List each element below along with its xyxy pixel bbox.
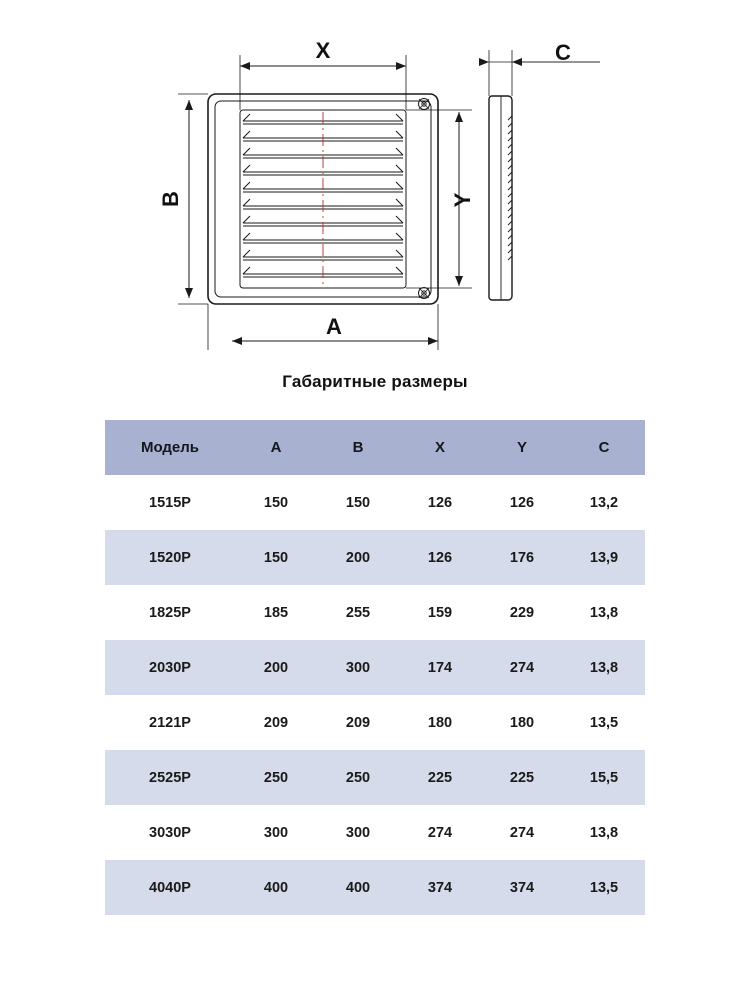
- cell-c: 13,8: [589, 604, 619, 621]
- cell-model: 1515Р: [149, 494, 191, 511]
- cell-x: 180: [427, 714, 453, 731]
- table-row: [105, 640, 645, 695]
- cell-y: 229: [509, 604, 535, 621]
- cell-c: 13,2: [589, 494, 619, 511]
- cell-x: 274: [427, 824, 453, 841]
- cell-b: 200: [345, 549, 371, 566]
- dimension-label-b: B: [158, 191, 183, 207]
- table-row: [105, 475, 645, 530]
- cell-model: 4040Р: [149, 879, 191, 896]
- cell-x: 174: [427, 659, 453, 676]
- cell-y: 180: [509, 714, 535, 731]
- column-header-model: Модель: [140, 439, 200, 456]
- cell-x: 374: [427, 879, 453, 896]
- dimension-label-y: Y: [450, 192, 475, 208]
- table-row: [105, 860, 645, 915]
- cell-x: 225: [427, 769, 453, 786]
- column-header-a: A: [270, 439, 282, 456]
- cell-model: 1520Р: [149, 549, 191, 566]
- cell-c: 13,8: [589, 824, 619, 841]
- cell-b: 150: [345, 494, 371, 511]
- cell-b: 300: [345, 824, 371, 841]
- cell-y: 274: [509, 824, 535, 841]
- cell-b: 255: [345, 604, 371, 621]
- dimension-label-c: C: [555, 40, 571, 65]
- dimensions-table: [105, 420, 645, 915]
- cell-a: 250: [263, 769, 289, 786]
- table-header-row: [105, 420, 645, 475]
- cell-a: 300: [263, 824, 289, 841]
- cell-x: 159: [427, 604, 453, 621]
- dimension-drawing: [0, 0, 750, 370]
- cell-model: 1825Р: [149, 604, 191, 621]
- cell-a: 150: [263, 494, 289, 511]
- cell-b: 209: [345, 714, 371, 731]
- table-row: [105, 750, 645, 805]
- cell-y: 126: [509, 494, 535, 511]
- table-row: [105, 530, 645, 585]
- column-header-b: B: [352, 439, 364, 456]
- cell-y: 225: [509, 769, 535, 786]
- cell-x: 126: [427, 549, 453, 566]
- column-header-y: Y: [516, 439, 527, 456]
- cell-a: 200: [263, 659, 289, 676]
- cell-c: 13,8: [589, 659, 619, 676]
- cell-a: 209: [263, 714, 289, 731]
- column-header-x: X: [434, 439, 445, 456]
- cell-c: 13,9: [589, 549, 619, 566]
- cell-model: 2525Р: [149, 769, 191, 786]
- cell-y: 274: [509, 659, 535, 676]
- cell-a: 150: [263, 549, 289, 566]
- cell-b: 300: [345, 659, 371, 676]
- cell-c: 13,5: [589, 879, 619, 896]
- table-row: [105, 585, 645, 640]
- cell-a: 400: [263, 879, 289, 896]
- cell-model: 2030Р: [149, 659, 191, 676]
- dimension-label-a: A: [326, 314, 342, 339]
- cell-c: 15,5: [589, 769, 619, 786]
- cell-x: 126: [427, 494, 453, 511]
- cell-a: 185: [263, 604, 289, 621]
- table-row: [105, 695, 645, 750]
- cell-model: 3030Р: [149, 824, 191, 841]
- table-row: [105, 805, 645, 860]
- cell-b: 400: [345, 879, 371, 896]
- cell-model: 2121Р: [149, 714, 191, 731]
- cell-y: 374: [509, 879, 535, 896]
- cell-c: 13,5: [589, 714, 619, 731]
- table-title: Габаритные размеры: [282, 372, 468, 391]
- dimension-label-x: X: [315, 38, 331, 63]
- cell-b: 250: [345, 769, 371, 786]
- cell-y: 176: [509, 549, 535, 566]
- column-header-c: C: [598, 439, 610, 456]
